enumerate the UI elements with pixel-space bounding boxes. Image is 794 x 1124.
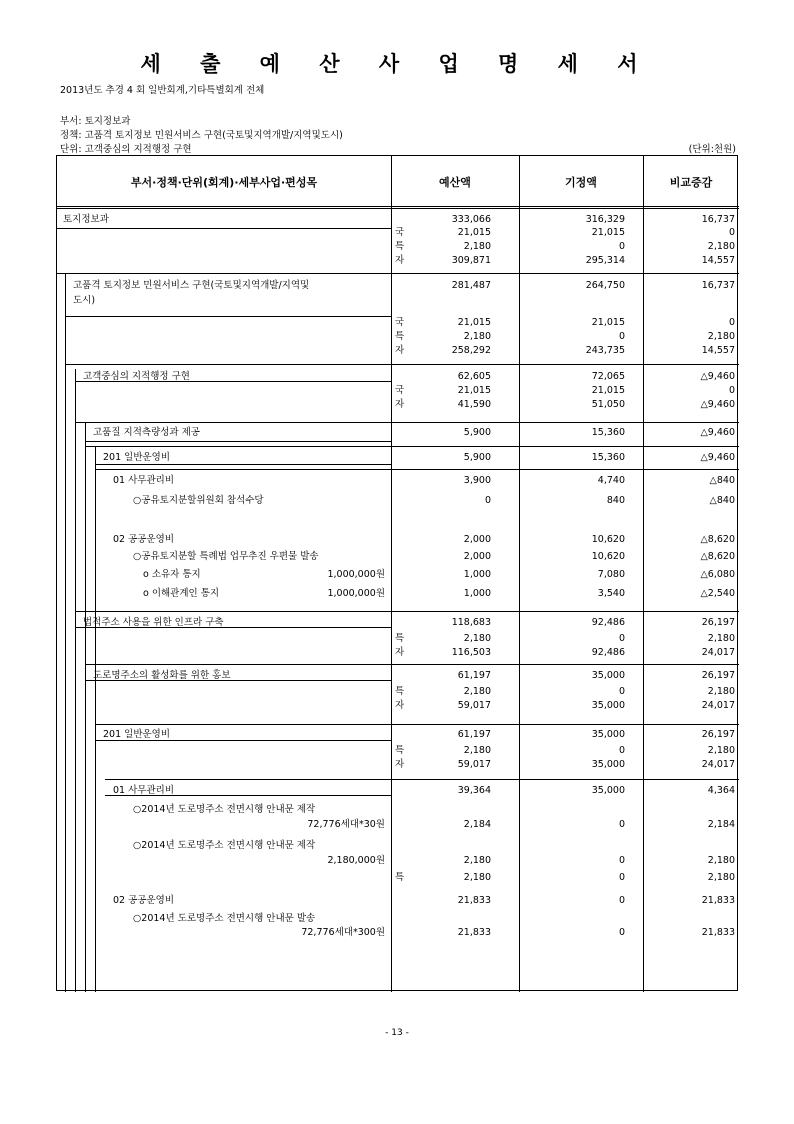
row-prior: 92,486 bbox=[591, 617, 625, 628]
row-prior: 51,050 bbox=[591, 399, 625, 410]
row-budget: 2,184 bbox=[463, 819, 491, 830]
row-fund-code: 자 bbox=[395, 759, 405, 770]
subtitle: 2013년도 추경 4 회 일반회계,기타특별회계 전체 bbox=[60, 85, 265, 96]
row-fund-code: 국 bbox=[395, 385, 405, 396]
section-rule bbox=[65, 364, 739, 365]
row-diff: 26,197 bbox=[701, 617, 735, 628]
row-diff: 2,180 bbox=[707, 633, 735, 644]
row-prior: 35,000 bbox=[591, 729, 625, 740]
row-budget: 2,180 bbox=[463, 686, 491, 697]
row-label: 01 사무관리비 bbox=[113, 475, 174, 486]
row-label: 고품격 토지정보 민원서비스 구현(국토및지역개발/지역및 bbox=[73, 280, 310, 291]
label-rule bbox=[75, 627, 391, 628]
row-label: ○공유토지분할위원회 참석수당 bbox=[133, 495, 264, 506]
row-diff: 26,197 bbox=[701, 670, 735, 681]
row-label: o 이해관계인 통지 bbox=[143, 588, 220, 599]
row-prior: 35,000 bbox=[591, 759, 625, 770]
row-diff: 2,180 bbox=[707, 855, 735, 866]
row-prior: 243,735 bbox=[585, 345, 625, 356]
row-diff: 16,737 bbox=[701, 214, 735, 225]
row-diff: 0 bbox=[728, 227, 735, 238]
row-prior: 15,360 bbox=[591, 427, 625, 438]
row-diff: 26,197 bbox=[701, 729, 735, 740]
row-fund-code: 자 bbox=[395, 399, 405, 410]
row-prior: 15,360 bbox=[591, 452, 625, 463]
row-budget: 2,180 bbox=[463, 745, 491, 756]
row-amount: 1,000,000원 bbox=[327, 588, 385, 599]
row-prior: 10,620 bbox=[591, 551, 625, 562]
row-label: 법적주소 사용을 위한 인프라 구축 bbox=[83, 617, 224, 628]
section-rule bbox=[75, 422, 739, 423]
label-rule bbox=[95, 464, 391, 465]
row-budget: 2,180 bbox=[463, 855, 491, 866]
section-rule bbox=[95, 724, 739, 725]
row-fund-code: 국 bbox=[395, 317, 405, 328]
row-prior: 7,080 bbox=[597, 569, 625, 580]
row-diff: 2,180 bbox=[707, 241, 735, 252]
row-label: 02 공공운영비 bbox=[113, 895, 174, 906]
row-diff: 21,833 bbox=[701, 927, 735, 938]
row-fund-code: 자 bbox=[395, 255, 405, 266]
row-budget: 2,180 bbox=[463, 241, 491, 252]
row-label: 201 일반운영비 bbox=[103, 452, 171, 463]
row-fund-code: 특 bbox=[395, 633, 405, 644]
row-budget: 61,197 bbox=[457, 670, 491, 681]
column-header-diff: 비교증감 bbox=[669, 176, 713, 189]
row-prior: 0 bbox=[618, 872, 625, 883]
row-fund-code: 자 bbox=[395, 345, 405, 356]
row-prior: 295,314 bbox=[585, 255, 625, 266]
row-label: ○2014년 도로명주소 전면시행 안내문 제작 bbox=[133, 840, 316, 851]
row-prior: 0 bbox=[618, 331, 625, 342]
row-budget: 21,015 bbox=[457, 227, 491, 238]
label-rule bbox=[95, 740, 391, 741]
tree-rail bbox=[65, 273, 66, 992]
row-budget: 5,900 bbox=[463, 427, 491, 438]
row-diff: 24,017 bbox=[701, 647, 735, 658]
row-prior: 3,540 bbox=[597, 588, 625, 599]
row-amount: 1,000,000원 bbox=[327, 569, 385, 580]
row-fund-code: 국 bbox=[395, 227, 405, 238]
header-divider bbox=[57, 208, 739, 209]
row-diff: 14,557 bbox=[701, 255, 735, 266]
row-diff: △8,620 bbox=[700, 551, 735, 562]
row-label: ○2014년 도로명주소 전면시행 안내문 제작 bbox=[133, 804, 316, 815]
row-fund-code: 특 bbox=[395, 872, 405, 883]
row-diff: 2,180 bbox=[707, 872, 735, 883]
row-prior: 0 bbox=[618, 895, 625, 906]
row-label: 도로명주소의 활성화를 위한 홍보 bbox=[93, 670, 231, 681]
row-fund-code: 특 bbox=[395, 331, 405, 342]
row-budget: 116,503 bbox=[451, 647, 491, 658]
row-budget: 3,900 bbox=[463, 475, 491, 486]
row-label: 01 사무관리비 bbox=[113, 785, 174, 796]
label-rule bbox=[105, 795, 391, 796]
row-budget: 1,000 bbox=[463, 569, 491, 580]
row-diff: 0 bbox=[728, 385, 735, 396]
row-prior: 0 bbox=[618, 855, 625, 866]
row-label: 고객중심의 지적행정 구현 bbox=[83, 371, 190, 382]
row-prior: 0 bbox=[618, 686, 625, 697]
row-prior: 0 bbox=[618, 745, 625, 756]
row-prior: 21,015 bbox=[591, 227, 625, 238]
row-label: 도시) bbox=[73, 295, 96, 306]
section-rule bbox=[95, 469, 739, 470]
row-prior: 840 bbox=[606, 495, 625, 506]
row-diff: 24,017 bbox=[701, 759, 735, 770]
row-diff: 0 bbox=[728, 317, 735, 328]
row-fund-code: 특 bbox=[395, 745, 405, 756]
row-budget: 118,683 bbox=[451, 617, 491, 628]
row-budget: 21,015 bbox=[457, 385, 491, 396]
row-prior: 0 bbox=[618, 241, 625, 252]
section-rule bbox=[75, 611, 739, 612]
row-diff: △840 bbox=[709, 495, 735, 506]
row-budget: 62,605 bbox=[457, 371, 491, 382]
row-diff: △8,620 bbox=[700, 534, 735, 545]
page-title: 세 출 예 산 사 업 명 세 서 bbox=[140, 52, 654, 76]
row-prior: 35,000 bbox=[591, 700, 625, 711]
row-diff: △9,460 bbox=[700, 427, 735, 438]
row-budget: 281,487 bbox=[451, 280, 491, 291]
row-prior: 264,750 bbox=[585, 280, 625, 291]
row-prior: 35,000 bbox=[591, 670, 625, 681]
unit-line: 단위: 고객중심의 지적행정 구현 bbox=[60, 144, 192, 155]
row-diff: △9,460 bbox=[700, 371, 735, 382]
page-number: - 13 - bbox=[385, 1028, 409, 1038]
row-diff: △9,460 bbox=[700, 452, 735, 463]
row-amount: 2,180,000원 bbox=[327, 855, 385, 866]
row-prior: 21,015 bbox=[591, 317, 625, 328]
budget-table bbox=[56, 155, 738, 991]
column-header-prior: 기정액 bbox=[565, 176, 597, 189]
row-fund-code: 자 bbox=[395, 700, 405, 711]
tree-rail bbox=[95, 724, 96, 992]
row-diff: 2,184 bbox=[707, 819, 735, 830]
dept-line: 부서: 토지정보과 bbox=[60, 116, 131, 127]
row-budget: 1,000 bbox=[463, 588, 491, 599]
row-budget: 2,000 bbox=[463, 534, 491, 545]
row-budget: 333,066 bbox=[451, 214, 491, 225]
header-divider bbox=[57, 206, 739, 207]
label-rule bbox=[57, 228, 391, 229]
row-budget: 39,364 bbox=[457, 785, 491, 796]
row-budget: 21,833 bbox=[457, 927, 491, 938]
row-diff: 2,180 bbox=[707, 331, 735, 342]
label-rule bbox=[65, 316, 391, 317]
column-divider bbox=[643, 156, 644, 992]
row-budget: 2,000 bbox=[463, 551, 491, 562]
row-diff: 21,833 bbox=[701, 895, 735, 906]
label-rule bbox=[85, 441, 391, 442]
section-rule bbox=[85, 664, 739, 665]
section-rule bbox=[105, 779, 739, 780]
label-rule bbox=[85, 680, 391, 681]
row-diff: 4,364 bbox=[707, 785, 735, 796]
row-budget: 41,590 bbox=[457, 399, 491, 410]
tree-rail bbox=[85, 664, 86, 992]
row-label: o 소유자 통지 bbox=[143, 569, 201, 580]
row-budget: 2,180 bbox=[463, 633, 491, 644]
row-amount: 72,776세대*30원 bbox=[307, 819, 385, 830]
row-diff: 16,737 bbox=[701, 280, 735, 291]
row-prior: 72,065 bbox=[591, 371, 625, 382]
row-budget: 21,015 bbox=[457, 317, 491, 328]
row-label: 02 공공운영비 bbox=[113, 534, 174, 545]
row-fund-code: 특 bbox=[395, 241, 405, 252]
row-diff: 24,017 bbox=[701, 700, 735, 711]
row-budget: 59,017 bbox=[457, 700, 491, 711]
row-budget: 61,197 bbox=[457, 729, 491, 740]
row-budget: 309,871 bbox=[451, 255, 491, 266]
policy-line: 정책: 고품격 토지정보 민원서비스 구현(국토및지역개발/지역및도시) bbox=[60, 130, 343, 141]
section-rule bbox=[85, 446, 739, 447]
row-fund-code: 특 bbox=[395, 686, 405, 697]
row-budget: 258,292 bbox=[451, 345, 491, 356]
row-diff: △2,540 bbox=[700, 588, 735, 599]
column-divider bbox=[391, 156, 392, 992]
row-prior: 35,000 bbox=[591, 785, 625, 796]
row-prior: 10,620 bbox=[591, 534, 625, 545]
column-divider bbox=[519, 156, 520, 992]
row-label: ○공유토지분할 특례법 업무추진 우편물 발송 bbox=[133, 551, 319, 562]
row-budget: 5,900 bbox=[463, 452, 491, 463]
row-label: 고품질 지적측량성과 제공 bbox=[93, 427, 200, 438]
row-diff: 2,180 bbox=[707, 686, 735, 697]
section-rule bbox=[57, 273, 739, 274]
row-fund-code: 자 bbox=[395, 647, 405, 658]
row-amount: 72,776세대*300원 bbox=[301, 927, 385, 938]
label-rule bbox=[75, 381, 391, 382]
row-label: 토지정보과 bbox=[63, 214, 109, 225]
row-prior: 21,015 bbox=[591, 385, 625, 396]
row-prior: 316,329 bbox=[585, 214, 625, 225]
row-budget: 2,180 bbox=[463, 331, 491, 342]
row-prior: 0 bbox=[618, 927, 625, 938]
row-diff: △6,080 bbox=[700, 569, 735, 580]
row-diff: 2,180 bbox=[707, 745, 735, 756]
column-header-budget: 예산액 bbox=[439, 176, 471, 189]
row-prior: 0 bbox=[618, 819, 625, 830]
row-prior: 0 bbox=[618, 633, 625, 644]
column-header-category: 부서·정책·단위(회계)·세부사업·편성목 bbox=[130, 176, 318, 189]
row-diff: △9,460 bbox=[700, 399, 735, 410]
tree-rail bbox=[75, 369, 76, 992]
row-budget: 2,180 bbox=[463, 872, 491, 883]
row-budget: 59,017 bbox=[457, 759, 491, 770]
unit-note: (단위:천원) bbox=[688, 144, 736, 155]
row-diff: △840 bbox=[709, 475, 735, 486]
row-label: 201 일반운영비 bbox=[103, 729, 171, 740]
row-diff: 14,557 bbox=[701, 345, 735, 356]
row-budget: 0 bbox=[484, 495, 491, 506]
row-prior: 4,740 bbox=[597, 475, 625, 486]
row-label: ○2014년 도로명주소 전면시행 안내문 발송 bbox=[133, 913, 316, 924]
row-budget: 21,833 bbox=[457, 895, 491, 906]
row-prior: 92,486 bbox=[591, 647, 625, 658]
